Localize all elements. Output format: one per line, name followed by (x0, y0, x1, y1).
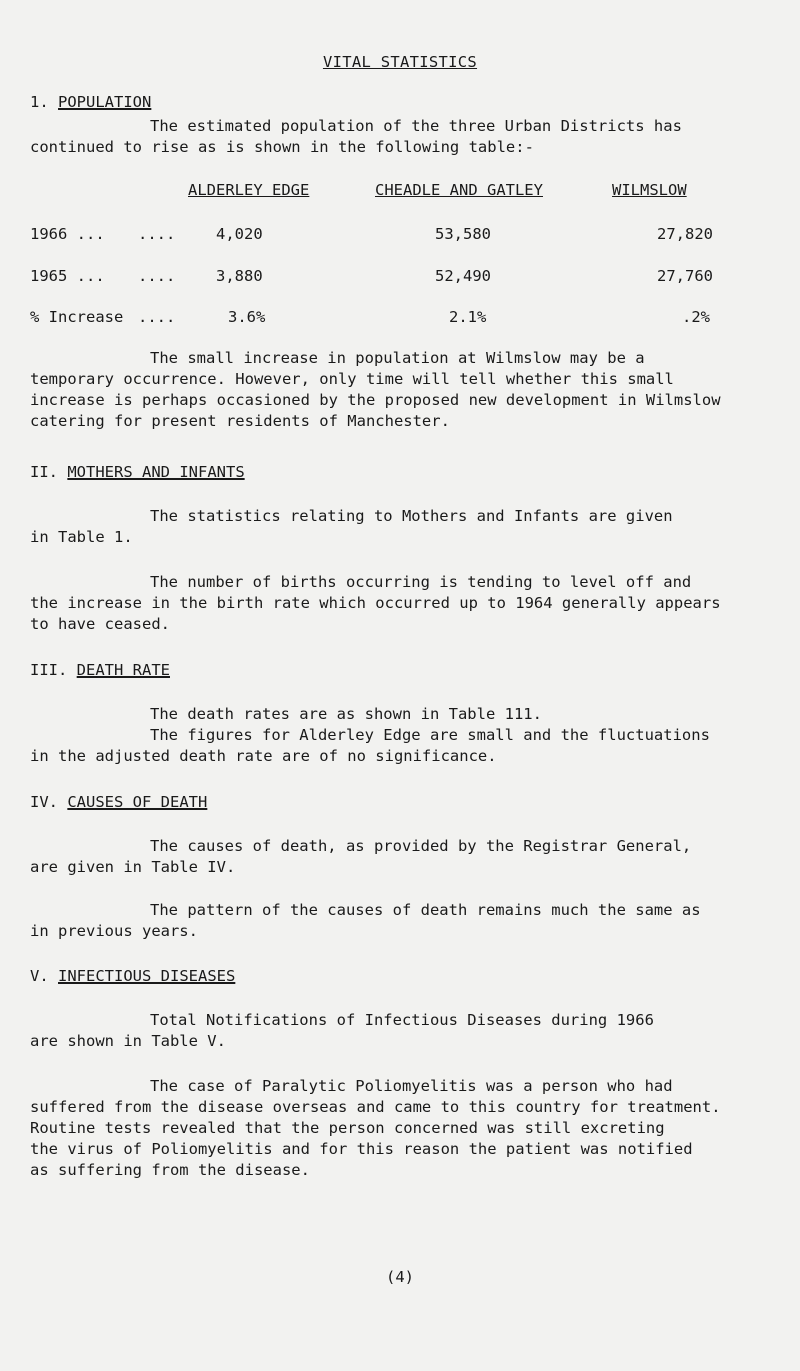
section-number: V. (30, 967, 49, 985)
column-header: WILMSLOW (612, 181, 687, 199)
text-line: in Table 1. (30, 528, 133, 546)
cell-value: .2% (682, 308, 710, 326)
text-line: The number of births occurring is tending to level off and (150, 573, 692, 591)
text-line: the virus of Poliomyelitis and for this reason the patient was notified (30, 1140, 693, 1158)
section-number: III. (30, 661, 68, 679)
section-title: MOTHERS AND INFANTS (67, 463, 245, 481)
section-title: POPULATION (58, 93, 152, 111)
text-line: The small increase in population at Wilmslow may be a (150, 349, 645, 367)
section-heading-infectious-diseases (30, 966, 235, 987)
row-dots: .... (138, 225, 176, 243)
text-line: in previous years. (30, 922, 198, 940)
table-row (30, 266, 770, 288)
cell-value: 27,760 (657, 267, 713, 285)
cell-value: 3.6% (228, 308, 266, 326)
text-line: the increase in the birth rate which occurred up to 1964 generally appears (30, 594, 721, 612)
text-line: as suffering from the disease. (30, 1161, 310, 1179)
text-line: The estimated population of the three Urban Districts has (150, 117, 682, 135)
cell-value: 3,880 (216, 267, 263, 285)
text-line: increase is perhaps occasioned by the proposed new development in Wilmslow (30, 391, 721, 409)
row-label: 1966 ... (30, 225, 105, 243)
section-title: DEATH RATE (76, 661, 170, 679)
text-line: The pattern of the causes of death remains much the same as (150, 901, 701, 919)
row-dots: .... (138, 308, 176, 326)
population-intro (30, 116, 770, 158)
text-line: The figures for Alderley Edge are small and the fluctuations (150, 726, 710, 744)
section-title: INFECTIOUS DISEASES (58, 967, 236, 985)
page-number: (4) (386, 1268, 414, 1286)
column-header: CHEADLE AND GATLEY (375, 181, 543, 199)
page-title: VITAL STATISTICS (322, 53, 478, 71)
section-heading-death-rate (30, 660, 170, 681)
section-number: 1. (30, 93, 49, 111)
table-row (30, 307, 770, 329)
section-heading-causes-of-death (30, 792, 207, 813)
row-label: 1965 ... (30, 267, 105, 285)
infectious-diseases-p1 (30, 1010, 770, 1052)
cell-value: 53,580 (435, 225, 491, 243)
text-line: Routine tests revealed that the person concerned was still excreting (30, 1119, 665, 1137)
text-line: catering for present residents of Manchester. (30, 412, 450, 430)
cell-value: 27,820 (657, 225, 713, 243)
text-line: The case of Paralytic Poliomyelitis was a person who had (150, 1077, 673, 1095)
section-heading-mothers-infants (30, 462, 245, 483)
infectious-diseases-p2 (30, 1076, 770, 1181)
text-line: The death rates are as shown in Table 111. (150, 705, 542, 723)
text-line: The statistics relating to Mothers and Infants are given (150, 507, 673, 525)
text-line: continued to rise as is shown in the following table:- (30, 138, 534, 156)
section-number: IV. (30, 793, 58, 811)
section-number: II. (30, 463, 58, 481)
cell-value: 52,490 (435, 267, 491, 285)
column-header: ALDERLEY EDGE (188, 181, 310, 199)
table-row (30, 224, 770, 246)
row-dots: .... (138, 267, 176, 285)
text-line: are shown in Table V. (30, 1032, 226, 1050)
section-title: CAUSES OF DEATH (67, 793, 208, 811)
text-line: suffered from the disease overseas and came to this country for treatment. (30, 1098, 721, 1116)
population-discussion (30, 348, 770, 432)
death-rate-text (30, 704, 770, 767)
cell-value: 4,020 (216, 225, 263, 243)
text-line: temporary occurrence. However, only time will tell whether this small (30, 370, 674, 388)
text-line: are given in Table IV. (30, 858, 236, 876)
causes-of-death-p2 (30, 900, 770, 942)
text-line: in the adjusted death rate are of no significance. (30, 747, 497, 765)
row-label: % Increase (30, 308, 124, 326)
mothers-infants-p2 (30, 572, 770, 635)
mothers-infants-p1 (30, 506, 770, 548)
text-line: Total Notifications of Infectious Diseases during 1966 (150, 1011, 654, 1029)
cell-value: 2.1% (449, 308, 487, 326)
section-heading-population (30, 92, 151, 113)
causes-of-death-p1 (30, 836, 770, 878)
text-line: The causes of death, as provided by the Registrar General, (150, 837, 692, 855)
text-line: to have ceased. (30, 615, 170, 633)
